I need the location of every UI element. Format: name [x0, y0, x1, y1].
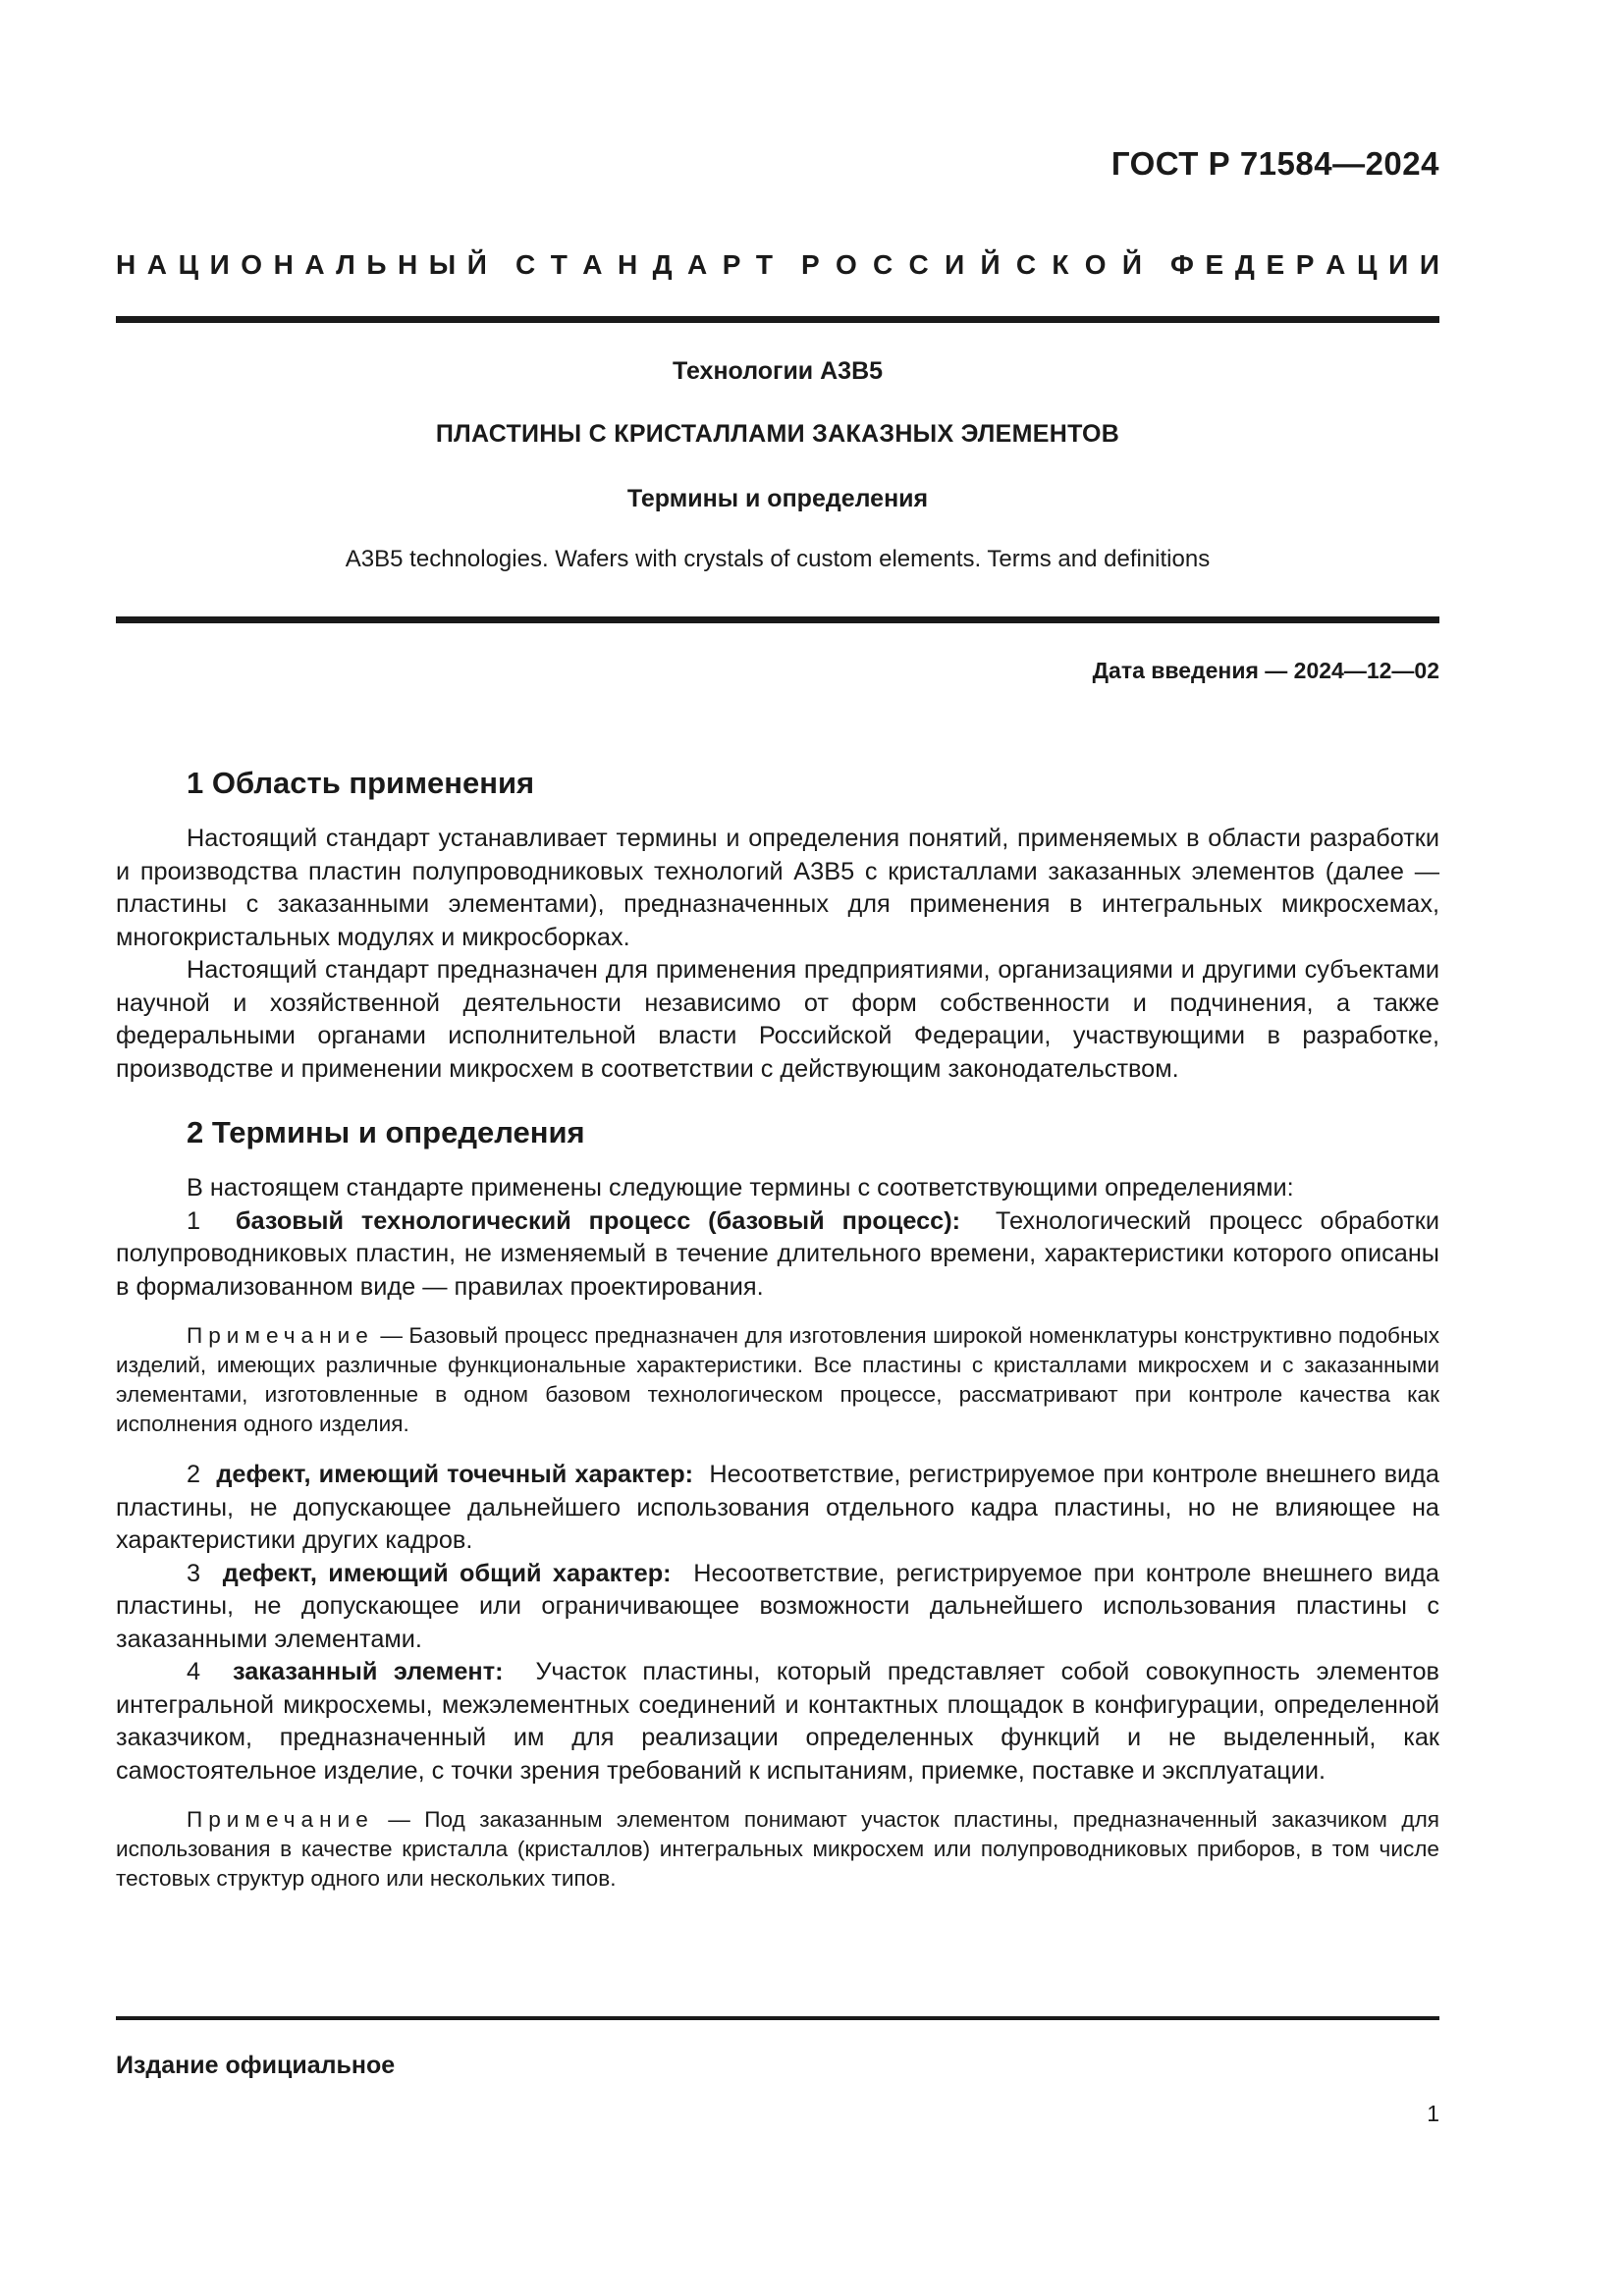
paragraph: Настоящий стандарт предназначен для применения предприятиями, организациями и другими субъектами научной и хозяйственной деятельности независимо от форм собственности и подчинения, а также федеральными органами исполнительной власти Российской Федерации, участвующими в разработке, производстве и применении микросхем в соответствии с действующим законодательством.: [116, 956, 1439, 1083]
banner-word: С Т А Н Д А Р Т: [515, 249, 773, 280]
term-name: дефект, имеющий точечный характер:: [216, 1461, 694, 1488]
term-number: 1: [187, 1206, 201, 1235]
edition-label: Издание официальное: [116, 2052, 396, 2079]
term-name: заказанный элемент:: [233, 1658, 504, 1685]
term-number: 4: [187, 1658, 201, 1685]
note-label: Примечание: [187, 1807, 374, 1832]
note-text: — Под заказанным элементом понимают участок пластины, предназначенный заказчиком для использования в качестве кристалла (кристаллов) интегральных микросхем или полупроводниковых приборов, в том числе тестовых структур одного или нескольких типов.: [116, 1807, 1439, 1891]
top-rule: [116, 316, 1439, 323]
english-title: A3B5 technologies. Wafers with crystals of custom elements. Terms and definitions: [345, 546, 1211, 572]
term-entry: [116, 1459, 1439, 1558]
document-body: [116, 766, 1439, 1913]
section-heading: 1 Область применения: [187, 766, 535, 800]
banner-word: Н А Ц И О Н А Л Ь Н Ы Й: [116, 249, 487, 280]
section-heading: 2 Термины и определения: [187, 1115, 585, 1149]
term-definition: Технологический процесс обработки полупроводниковых пластин, не изменяемый в течение длительного времени, характеристики которого описаны в формализованном виде — правилах проектирования.: [116, 1206, 1439, 1301]
paragraph: В настоящем стандарте применены следующие термины с соответствующими определениями:: [187, 1174, 1294, 1201]
introduction-date: Дата введения — 2024—12—02: [1092, 658, 1439, 683]
term-name: дефект, имеющий общий характер:: [222, 1559, 672, 1587]
note-text: — Базовый процесс предназначен для изготовления широкой номенклатуры конструктивно подобных изделий, имеющих различные функциональные характеристики. Все пластины с кристаллами микросхем и с заказанными элементами, изготовленные в одном базовом технологическом процессе, рассматривают при контроле качества как исполнения одного изделия.: [116, 1323, 1439, 1436]
paragraph: Настоящий стандарт устанавливает термины и определения понятий, применяемых в области разработки и производства пластин полупроводниковых технологий А3В5 с кристаллами заказанных элементов (далее — пластины с заказанными элементами), предназначенных для применения в интегральных микросхемах, многокристальных модулях и микросборках.: [116, 825, 1439, 951]
term-entry: [116, 1205, 1439, 1305]
standard-code: ГОСТ Р 71584—2024: [1110, 145, 1439, 182]
term-note: [116, 1321, 1439, 1439]
term-note: [116, 1805, 1439, 1894]
page-number: 1: [1427, 2101, 1439, 2126]
term-definition: Несоответствие, регистрируемое при контроле внешнего вида пластины, не допускающее дальнейшего использования отдельного кадра пластины, но не влияющее на характеристики других кадров.: [116, 1461, 1440, 1554]
document-title: ПЛАСТИНЫ С КРИСТАЛЛАМИ ЗАКАЗНЫХ ЭЛЕМЕНТОВ: [435, 420, 1120, 448]
document-page: [116, 0, 1439, 2296]
term-name: базовый технологический процесс (базовый процесс):: [235, 1206, 961, 1235]
note-label: Примечание: [187, 1323, 374, 1348]
banner-word: Р О С С И Й С К О Й: [801, 249, 1142, 280]
document-subtitle: Термины и определения: [626, 485, 929, 512]
term-definition: Участок пластины, который представляет собой совокупность элементов интегральной микросхемы, межэлементных соединений и контактных площадок в конфигурации, определенной заказчиком, предназначенный им для реализации определенных функций и не выделенный, как самостоятельное изделие, с точки зрения требований к испытаниям, приемке, поставке и эксплуатации.: [116, 1658, 1439, 1785]
series-title: Технологии А3В5: [672, 357, 884, 385]
term-number: 3: [187, 1559, 201, 1587]
title-bottom-rule: [116, 616, 1439, 623]
term-entry: [116, 1558, 1439, 1657]
term-definition: Несоответствие, регистрируемое при контроле внешнего вида пластины, не допускающее или ограничивающее возможности дальнейшего использования пластины с заказанными элементами.: [116, 1559, 1439, 1653]
national-standard-banner: [116, 249, 1439, 281]
banner-word: Ф Е Д Е Р А Ц И И: [1170, 249, 1439, 280]
footer-rule: [116, 2016, 1439, 2020]
term-number: 2: [187, 1461, 201, 1488]
term-entry: [116, 1656, 1439, 1788]
